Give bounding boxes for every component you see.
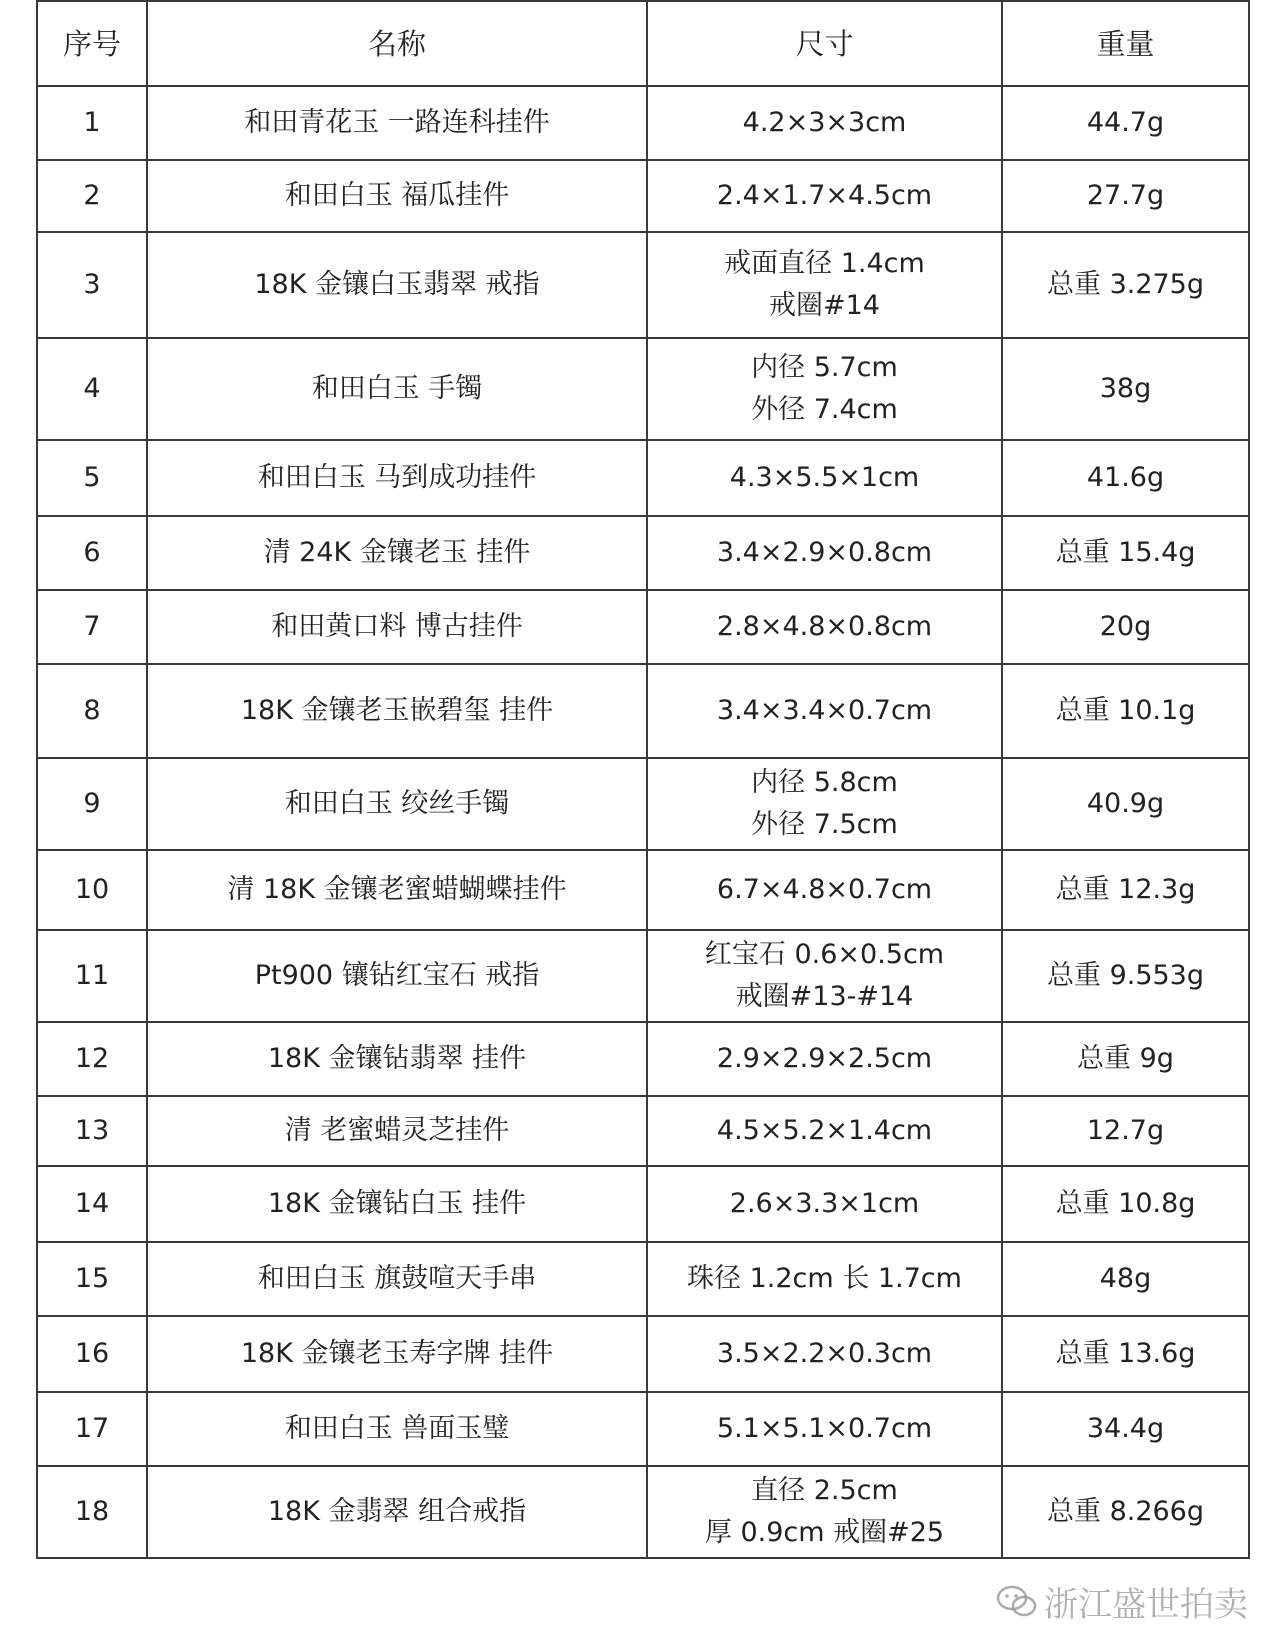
size-line: 红宝石 0.6×0.5cm bbox=[704, 939, 945, 970]
size-line: 厚 0.9cm 戒圈#25 bbox=[704, 1517, 945, 1548]
cell-no: 16 bbox=[37, 1316, 147, 1392]
cell-no: 8 bbox=[37, 664, 147, 758]
table-row bbox=[37, 1316, 1249, 1392]
cell-size bbox=[647, 1022, 1002, 1096]
cell-weight: 总重 8.266g bbox=[1002, 1466, 1249, 1558]
cell-weight: 总重 9g bbox=[1002, 1022, 1249, 1096]
cell-size bbox=[647, 664, 1002, 758]
size-line: 2.9×2.9×2.5cm bbox=[716, 1043, 933, 1074]
size-line: 2.8×4.8×0.8cm bbox=[716, 611, 933, 642]
cell-name: 和田白玉 手镯 bbox=[147, 338, 647, 440]
cell-weight: 44.7g bbox=[1002, 86, 1249, 160]
cell-no: 3 bbox=[37, 232, 147, 338]
size-line: 戒面直径 1.4cm bbox=[724, 248, 925, 279]
cell-name: 18K 金镶白玉翡翠 戒指 bbox=[147, 232, 647, 338]
size-line: 外径 7.5cm bbox=[751, 809, 898, 840]
cell-name: Pt900 镶钻红宝石 戒指 bbox=[147, 930, 647, 1022]
cell-weight: 总重 10.8g bbox=[1002, 1166, 1249, 1242]
cell-size bbox=[647, 850, 1002, 930]
cell-size bbox=[647, 758, 1002, 850]
cell-name: 和田白玉 旗鼓喧天手串 bbox=[147, 1242, 647, 1316]
header-size: 尺寸 bbox=[647, 1, 1002, 86]
cell-size bbox=[647, 1096, 1002, 1166]
cell-name: 和田青花玉 一路连科挂件 bbox=[147, 86, 647, 160]
cell-name: 18K 金镶钻白玉 挂件 bbox=[147, 1166, 647, 1242]
size-line: 6.7×4.8×0.7cm bbox=[716, 874, 933, 905]
table-row bbox=[37, 440, 1249, 516]
size-line: 2.4×1.7×4.5cm bbox=[716, 180, 933, 211]
size-line: 直径 2.5cm bbox=[751, 1475, 898, 1506]
size-line: 3.4×2.9×0.8cm bbox=[716, 537, 933, 568]
cell-weight: 总重 3.275g bbox=[1002, 232, 1249, 338]
cell-weight: 34.4g bbox=[1002, 1392, 1249, 1466]
table-row bbox=[37, 516, 1249, 590]
header-weight: 重量 bbox=[1002, 1, 1249, 86]
cell-no: 1 bbox=[37, 86, 147, 160]
cell-name: 和田黄口料 博古挂件 bbox=[147, 590, 647, 664]
table-row bbox=[37, 1242, 1249, 1316]
header-name: 名称 bbox=[147, 1, 647, 86]
cell-weight: 38g bbox=[1002, 338, 1249, 440]
size-line: 内径 5.8cm bbox=[751, 767, 898, 798]
cell-name: 清 18K 金镶老蜜蜡蝴蝶挂件 bbox=[147, 850, 647, 930]
cell-no: 10 bbox=[37, 850, 147, 930]
table-row bbox=[37, 160, 1249, 232]
size-line: 戒圈#13-#14 bbox=[735, 981, 914, 1012]
cell-size bbox=[647, 1466, 1002, 1558]
cell-no: 12 bbox=[37, 1022, 147, 1096]
cell-size bbox=[647, 516, 1002, 590]
size-line: 5.1×5.1×0.7cm bbox=[716, 1413, 933, 1444]
table-row bbox=[37, 664, 1249, 758]
cell-no: 13 bbox=[37, 1096, 147, 1166]
cell-weight: 12.7g bbox=[1002, 1096, 1249, 1166]
table-row bbox=[37, 86, 1249, 160]
table-row bbox=[37, 1096, 1249, 1166]
table-row bbox=[37, 758, 1249, 850]
table-row bbox=[37, 1392, 1249, 1466]
table-row bbox=[37, 930, 1249, 1022]
header-no: 序号 bbox=[37, 1, 147, 86]
table-row bbox=[37, 1166, 1249, 1242]
cell-no: 15 bbox=[37, 1242, 147, 1316]
cell-name: 18K 金镶钻翡翠 挂件 bbox=[147, 1022, 647, 1096]
cell-size bbox=[647, 930, 1002, 1022]
size-line: 3.5×2.2×0.3cm bbox=[716, 1338, 933, 1369]
cell-name: 清 老蜜蜡灵芝挂件 bbox=[147, 1096, 647, 1166]
size-line: 4.3×5.5×1cm bbox=[729, 462, 920, 493]
cell-no: 4 bbox=[37, 338, 147, 440]
size-line: 外径 7.4cm bbox=[751, 394, 898, 425]
cell-name: 清 24K 金镶老玉 挂件 bbox=[147, 516, 647, 590]
cell-size bbox=[647, 1242, 1002, 1316]
size-line: 内径 5.7cm bbox=[751, 352, 898, 383]
cell-size bbox=[647, 1316, 1002, 1392]
table-row bbox=[37, 590, 1249, 664]
wechat-icon bbox=[996, 1584, 1038, 1620]
cell-size bbox=[647, 440, 1002, 516]
size-line: 3.4×3.4×0.7cm bbox=[716, 695, 933, 726]
cell-no: 6 bbox=[37, 516, 147, 590]
auction-catalog-table bbox=[36, 0, 1250, 1559]
cell-weight: 总重 12.3g bbox=[1002, 850, 1249, 930]
cell-name: 和田白玉 绞丝手镯 bbox=[147, 758, 647, 850]
cell-weight: 41.6g bbox=[1002, 440, 1249, 516]
cell-name: 和田白玉 马到成功挂件 bbox=[147, 440, 647, 516]
cell-size bbox=[647, 160, 1002, 232]
cell-no: 18 bbox=[37, 1466, 147, 1558]
size-line: 2.6×3.3×1cm bbox=[729, 1188, 920, 1219]
table-row bbox=[37, 850, 1249, 930]
cell-weight: 总重 13.6g bbox=[1002, 1316, 1249, 1392]
cell-size bbox=[647, 232, 1002, 338]
cell-name: 18K 金镶老玉嵌碧玺 挂件 bbox=[147, 664, 647, 758]
cell-size bbox=[647, 86, 1002, 160]
cell-name: 18K 金翡翠 组合戒指 bbox=[147, 1466, 647, 1558]
table-row bbox=[37, 1022, 1249, 1096]
cell-weight: 48g bbox=[1002, 1242, 1249, 1316]
table-row bbox=[37, 232, 1249, 338]
cell-name: 和田白玉 福瓜挂件 bbox=[147, 160, 647, 232]
cell-no: 2 bbox=[37, 160, 147, 232]
cell-no: 9 bbox=[37, 758, 147, 850]
watermark-text: 浙江盛世拍卖 bbox=[1044, 1585, 1248, 1625]
cell-size bbox=[647, 590, 1002, 664]
cell-weight: 40.9g bbox=[1002, 758, 1249, 850]
cell-size bbox=[647, 1392, 1002, 1466]
cell-no: 14 bbox=[37, 1166, 147, 1242]
table-row bbox=[37, 1466, 1249, 1558]
size-line: 珠径 1.2cm 长 1.7cm bbox=[687, 1263, 962, 1294]
cell-weight: 总重 9.553g bbox=[1002, 930, 1249, 1022]
cell-weight: 27.7g bbox=[1002, 160, 1249, 232]
cell-no: 17 bbox=[37, 1392, 147, 1466]
cell-name: 18K 金镶老玉寿字牌 挂件 bbox=[147, 1316, 647, 1392]
cell-no: 7 bbox=[37, 590, 147, 664]
size-line: 4.5×5.2×1.4cm bbox=[716, 1115, 933, 1146]
cell-weight: 总重 15.4g bbox=[1002, 516, 1249, 590]
cell-weight: 20g bbox=[1002, 590, 1249, 664]
table-row bbox=[37, 338, 1249, 440]
size-line: 戒圈#14 bbox=[769, 290, 880, 321]
cell-size bbox=[647, 338, 1002, 440]
header-row bbox=[37, 1, 1249, 86]
watermark bbox=[996, 1577, 1248, 1626]
cell-no: 5 bbox=[37, 440, 147, 516]
cell-name: 和田白玉 兽面玉璧 bbox=[147, 1392, 647, 1466]
cell-size bbox=[647, 1166, 1002, 1242]
cell-weight: 总重 10.1g bbox=[1002, 664, 1249, 758]
cell-no: 11 bbox=[37, 930, 147, 1022]
size-line: 4.2×3×3cm bbox=[742, 107, 907, 138]
